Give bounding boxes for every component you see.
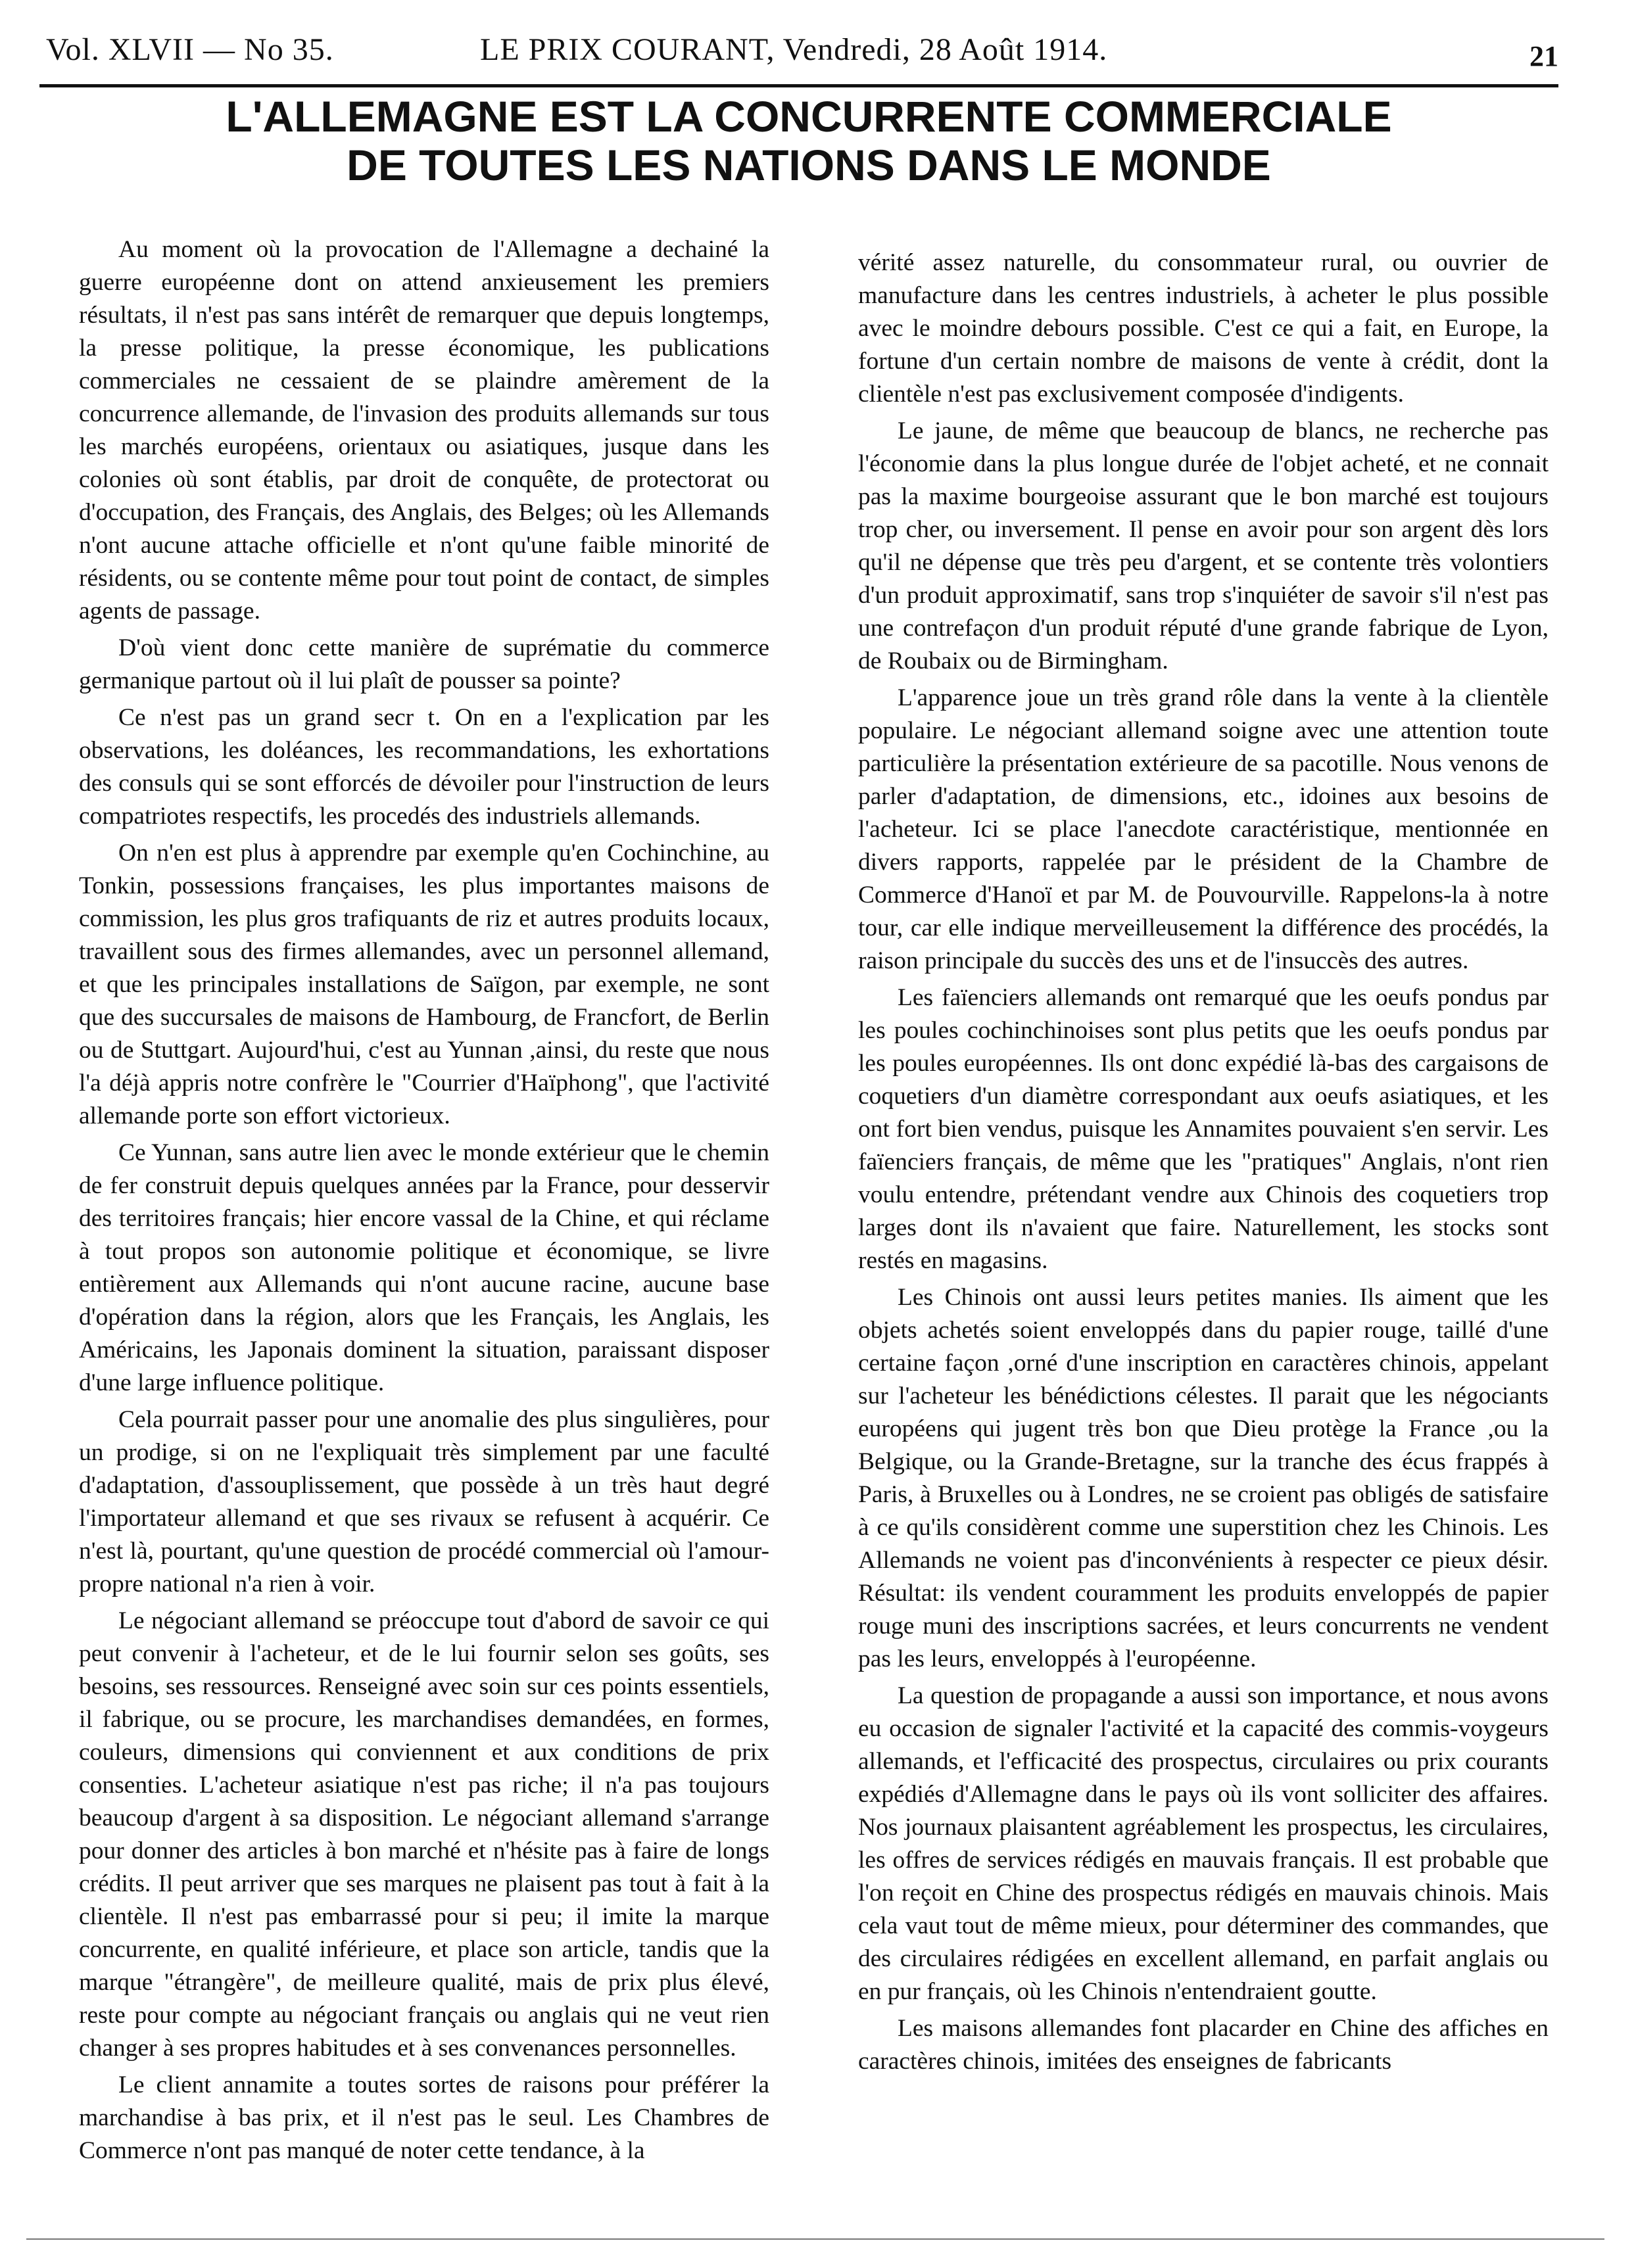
page-header xyxy=(46,25,1558,78)
bottom-edge-rule xyxy=(26,2238,1604,2240)
paragraph: Le jaune, de même que beaucoup de blancs, ne recherche pas l'économie dans la plus longue durée de l'objet acheté, et ne connait pas la maxime bourgeoise assurant que le bon marché est toujours trop cher, ou inversement. Il pense en avoir pour son argent dès lors qu'il ne dépense que très peu d'argent, et se contente très volontiers d'un produit approximatif, sans trop s'inquiéter de savoir s'il n'est pas une contrefaçon d'un produit réputé d'une grande fabrique de Lyon, de Roubaix ou de Birmingham. xyxy=(858,417,1549,674)
article-headline xyxy=(197,92,1420,189)
header-rule xyxy=(39,84,1558,87)
paragraph: Les Chinois ont aussi leurs petites manies. Ils aiment que les objets achetés soient enveloppés dans du papier rouge, taillé d'une certaine façon ,orné d'une inscription en caractères chinois, appelant sur l'acheteur les bénédictions célestes. Il parait que les négociants européens qui jugent très bon que Dieu protège la France ,ou la Belgique, ou la Grande-Bretagne, sur la tranche des écus frappés à Paris, à Bruxelles ou à Londres, ne se croient pas obligés de satisfaire à ce qu'ils considèrent comme une superstition chez les Chinois. Les Allemands ne voient pas d'inconvénients à respecter ce pieux désir. Résultat: ils vendent couramment les produits enveloppés de papier rouge muni des inscriptions sacrées, et leurs concurrents ne vendent pas les leurs, enveloppés à l'européenne. xyxy=(858,1284,1549,1672)
paragraph: L'apparence joue un très grand rôle dans la vente à la clientèle populaire. Le négociant allemand soigne avec une attention toute particulière la présentation extérieure de sa pacotille. Nous venons de parler d'adaptation, de dimensions, etc., idoines aux besoins de l'acheteur. Ici se place l'anecdote caractéristique, mentionnée en divers rapports, rappelée par le président de la Chambre de Commerce d'Hanoï et par M. de Pouvourville. Rappelons-la à notre tour, car elle indique merveilleusement la différence des procédés, la raison principale du succès des uns et de l'insuccès des autres. xyxy=(858,684,1549,974)
left-column xyxy=(79,233,769,2192)
paragraph: Ce Yunnan, sans autre lien avec le monde extérieur que le chemin de fer construit depuis quelques années par la France, pour desservir des territoires français; hier encore vassal de la Chine, et qui réclame à tout propos son autonomie politique et économique, se livre entièrement aux Allemands qui n'ont aucune racine, aucune base d'opération dans la région, alors que les Français, les Anglais, les Américains, les Japonais dominent la situation, paraissant disposer d'une large influence politique. xyxy=(79,1139,769,1396)
volume-number: Vol. XLVII — No 35. xyxy=(46,32,334,67)
paragraph-continued: vérité assez naturelle, du consommateur rural, ou ouvrier de manufacture dans les centres industriels, à acheter le plus possible avec le moindre debours possible. C'est ce qui a fait, en Europe, la fortune d'un certain nombre de maisons de vente à crédit, dont la clientèle n'est pas exclusivement composée d'indigents. xyxy=(858,249,1549,408)
paragraph: Les maisons allemandes font placarder en Chine des affiches en caractères chinois, imitées des enseignes de fabricants xyxy=(858,2015,1549,2075)
right-column xyxy=(858,247,1549,2206)
paragraph: Le client annamite a toutes sortes de raisons pour préférer la marchandise à bas prix, et il n'est pas le seul. Les Chambres de Commerce n'ont pas manqué de noter cette tendance, à la xyxy=(79,2071,769,2164)
masthead: LE PRIX COURANT, Vendredi, 28 Août 1914. xyxy=(480,32,1108,67)
paragraph: Au moment où la provocation de l'Allemagne a dechainé la guerre européenne dont on attend anxieusement les premiers résultats, il n'est pas sans intérêt de remarquer que depuis longtemps, la presse politique, la presse économique, les publications commerciales ne cessaient de se plaindre amèrement de la concurrence allemande, de l'invasion des produits allemands sur tous les marchés européens, orientaux ou asiatiques, jusque dans les colonies où sont établis, par droit de conquête, de protectorat ou d'occupation, des Français, des Anglais, des Belges; où les Allemands n'ont aucune attache officielle et n'ont qu'une faible minorité de résidents, ou se contente même pour tout point de contact, de simples agents de passage. xyxy=(79,236,769,625)
paragraph: On n'en est plus à apprendre par exemple qu'en Cochinchine, au Tonkin, possessions françaises, les plus importantes maisons de commission, les plus gros trafiquants de riz et autres produits locaux, travaillent sous des firmes allemandes, avec un personnel allemand, et que les principales installations de Saïgon, par exemple, ne sont que des succursales de maisons de Hambourg, de Francfort, de Berlin ou de Stuttgart. Aujourd'hui, c'est au Yunnan ,ainsi, du reste que nous l'a déjà appris notre confrère le "Courrier d'Haïphong", que l'activité allemande porte son effort victorieux. xyxy=(79,839,769,1129)
paragraph: La question de propagande a aussi son importance, et nous avons eu occasion de signaler l'activité et la capacité des commis-voygeurs allemands, et l'efficacité des prospectus, circulaires ou prix courants expédiés d'Allemagne dans le pays où ils vont solliciter des affaires. Nos journaux plaisantent agréablement les prospectus, les circulaires, les offres de services rédigés en mauvais français. Il est probable que l'on reçoit en Chine des prospectus rédigés en mauvais chinois. Mais cela vaut tout de même mieux, pour déterminer des commandes, que des circulaires rédigées en excellent allemand, en parfait anglais ou en pur français, où les Chinois n'entendraient goutte. xyxy=(858,1682,1549,2005)
paragraph: Les faïenciers allemands ont remarqué que les oeufs pondus par les poules cochinchinoises sont plus petits que les oeufs pondus par les poules européennes. Ils ont donc expédié là-bas des cargaisons de coquetiers d'un diamètre correspondant aux oeufs asiatiques, et les ont fort bien vendus, puisque les Annamites pouvaient s'en servir. Les faïenciers français, de même que les "pratiques" Anglais, n'ont rien voulu entendre, prétendant vendre aux Chinois des coquetiers trop larges dont ils n'avaient que faire. Naturellement, les stocks sont restés en magasins. xyxy=(858,984,1549,1274)
page-number: 21 xyxy=(1529,40,1558,72)
paragraph: Cela pourrait passer pour une anomalie des plus singulières, pour un prodige, si on ne l'expliquait très simplement par une faculté d'adaptation, d'assouplissement, que possède à un très haut degré l'importateur allemand et que ses rivaux se refusent à acquérir. Ce n'est là, pourtant, qu'une question de procédé commercial où l'amour-propre national n'a rien à voir. xyxy=(79,1406,769,1597)
paragraph: Ce n'est pas un grand secr t. On en a l'explication par les observations, les doléances, les recommandations, les exhortations des consuls qui se sont efforcés de dévoiler pour l'instruction de leurs compatriotes respectifs, les procedés des industriels allemands. xyxy=(79,704,769,830)
paragraph: D'où vient donc cette manière de suprématie du commerce germanique partout où il lui plaît de pousser sa pointe? xyxy=(79,634,769,694)
headline-line-1: L'ALLEMAGNE EST LA CONCURRENTE COMMERCIALE xyxy=(226,92,1392,141)
headline-line-2: DE TOUTES LES NATIONS DANS LE MONDE xyxy=(347,141,1271,189)
paragraph: Le négociant allemand se préoccupe tout d'abord de savoir ce qui peut convenir à l'acheteur, et de le lui fournir selon ses goûts, ses besoins, ses ressources. Renseigné avec soin sur ces points essentiels, il fabrique, ou se procure, les marchandises demandées, en formes, couleurs, dimensions qui conviennent et aux conditions de prix consenties. L'acheteur asiatique n'est pas riche; il n'a pas toujours beaucoup d'argent à sa disposition. Le négociant allemand s'arrange pour donner des articles à bon marché et n'hésite pas à faire de longs crédits. Il peut arriver que ses marques ne plaisent pas tout à fait à la clientèle. Il n'est pas embarrassé pour si peu; il imite la marque concurrente, en qualité inférieure, et place son article, tandis que la marque "étrangère", de meilleure qualité, mais de prix plus élevé, reste pour compte au négociant français ou anglais qui ne veut rien changer à ses propres habitudes et à ses convenances personnelles. xyxy=(79,1607,769,2062)
